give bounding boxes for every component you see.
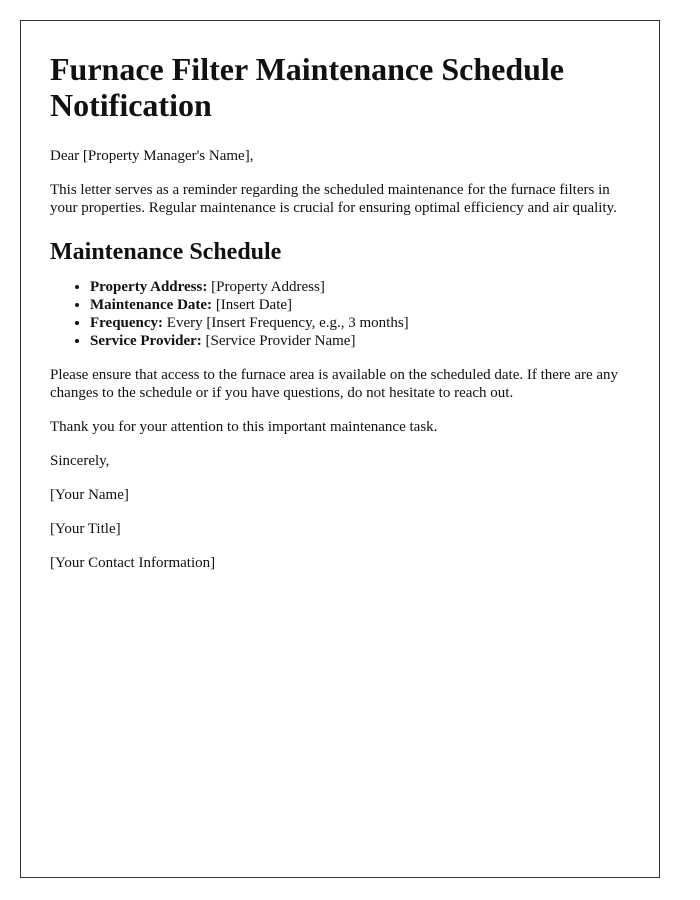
schedule-item-value: [Property Address]: [211, 279, 325, 295]
schedule-list: [50, 278, 640, 350]
schedule-item-maintenance-date: [90, 296, 640, 314]
schedule-item-label: Property Address:: [90, 279, 208, 295]
schedule-item-frequency: [90, 314, 640, 332]
letter-title: Furnace Filter Maintenance Schedule Notification: [50, 51, 564, 123]
closing: Sincerely,: [50, 453, 110, 469]
schedule-item-value: [Insert Date]: [215, 297, 293, 313]
access-note: Please ensure that access to the furnace area is available on the scheduled date. If there are any changes to the schedule or if you have questions, do not hesitate to reach out.: [50, 367, 619, 401]
letter-page: [20, 20, 660, 878]
schedule-heading: Maintenance Schedule: [50, 239, 282, 265]
intro-paragraph: This letter serves as a reminder regarding the scheduled maintenance for the furnace filters in your properties. Regular maintenance is crucial for ensuring optimal efficiency and air quality.: [50, 182, 617, 216]
greeting: Dear [Property Manager's Name],: [50, 148, 254, 164]
schedule-item-value: [Service Provider Name]: [205, 333, 356, 349]
schedule-item-value: Every [Insert Frequency, e.g., 3 months]: [166, 315, 409, 331]
schedule-item-property-address: [90, 278, 640, 296]
thanks-paragraph: Thank you for your attention to this important maintenance task.: [50, 419, 438, 435]
schedule-item-label: Frequency:: [90, 315, 164, 331]
sender-title: [Your Title]: [50, 521, 121, 537]
schedule-item-service-provider: [90, 332, 640, 350]
sender-contact: [Your Contact Information]: [50, 555, 216, 571]
schedule-item-label: Service Provider:: [90, 333, 202, 349]
sender-name: [Your Name]: [50, 487, 129, 503]
schedule-item-label: Maintenance Date:: [90, 297, 213, 313]
letter-content: [50, 51, 640, 588]
